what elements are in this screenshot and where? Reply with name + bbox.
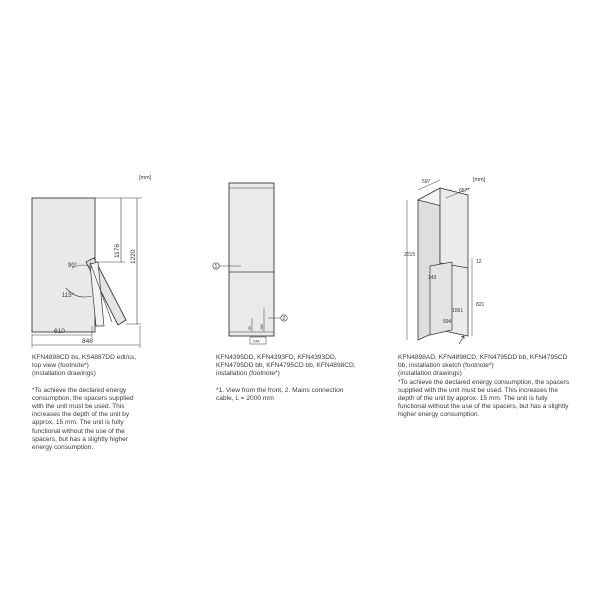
dim-280-label: 280 (260, 324, 264, 330)
arrow-icon (459, 336, 464, 344)
caption-note-3: *To achieve the declared energy consumption, the spacers supplied with the unit must be used. This increases the depth of the unit by approx. 15 mm. The unit is fully functional without the use of the spacers, but has a slightly higher energy consumption. (398, 378, 570, 419)
dim-143-label: 143 (428, 275, 437, 281)
dim-610-label: 610 (54, 328, 65, 335)
dim-594-label: 594 (443, 319, 452, 325)
caption-installation-sketch (398, 354, 570, 420)
caption-note-2: *1. View from the front, 2. Mains connection cable, L = 2000 mm (216, 386, 344, 402)
dim-1176-label: 1176 (114, 244, 121, 258)
angle-115-label: 115° (62, 293, 74, 299)
dim-50-label: 50 (248, 326, 252, 330)
dim-848-label: 848 (82, 338, 93, 345)
caption-sub-1: (installation drawings) (32, 370, 96, 378)
caption-title-2: KFN4395DD, KFN4393FD, KFN4393DD, KFN4795DD bb, KFN4795CD bb, KFN4898CD, installation (footnote*) (216, 354, 356, 378)
callout-1-number: 1 (214, 264, 218, 271)
caption-sub-3: (installation drawings) (398, 370, 462, 378)
dim-2015-label: 2015 (404, 252, 416, 258)
unit-label-3: [mm] (473, 177, 486, 183)
dim-1220-label: 1220 (130, 249, 137, 264)
dim-597-label: 597 (422, 179, 431, 185)
dim-12-label: 12 (476, 259, 482, 265)
unit-label-1: [mm] (139, 175, 152, 181)
callout-2-number: 2 (282, 316, 286, 323)
dim-657-label: 657* (459, 188, 470, 194)
dim-1061-label: 1061 (452, 308, 464, 314)
caption-title-3: KFN4898AD, KFN4898CD, KFN4795DD bb, KFN4795CD bb, installation sketch (footnote*) (398, 354, 568, 370)
caption-note-1: *To achieve the declared energy consumption, the spacers supplied with the unit must be used. This increases the depth of the unit by approx. 15 mm. The unit is fully functional without the use of the spacers, but has a slightly higher energy consumption. (32, 386, 134, 452)
dim-821-label: 821 (476, 302, 485, 308)
angle-90-label: 90° (68, 263, 78, 269)
dim-244-label: 244 (253, 339, 260, 344)
caption-title-1: KFN4898CD bs, KS4887DD edt/cs, top view (footnote*) (32, 354, 137, 370)
